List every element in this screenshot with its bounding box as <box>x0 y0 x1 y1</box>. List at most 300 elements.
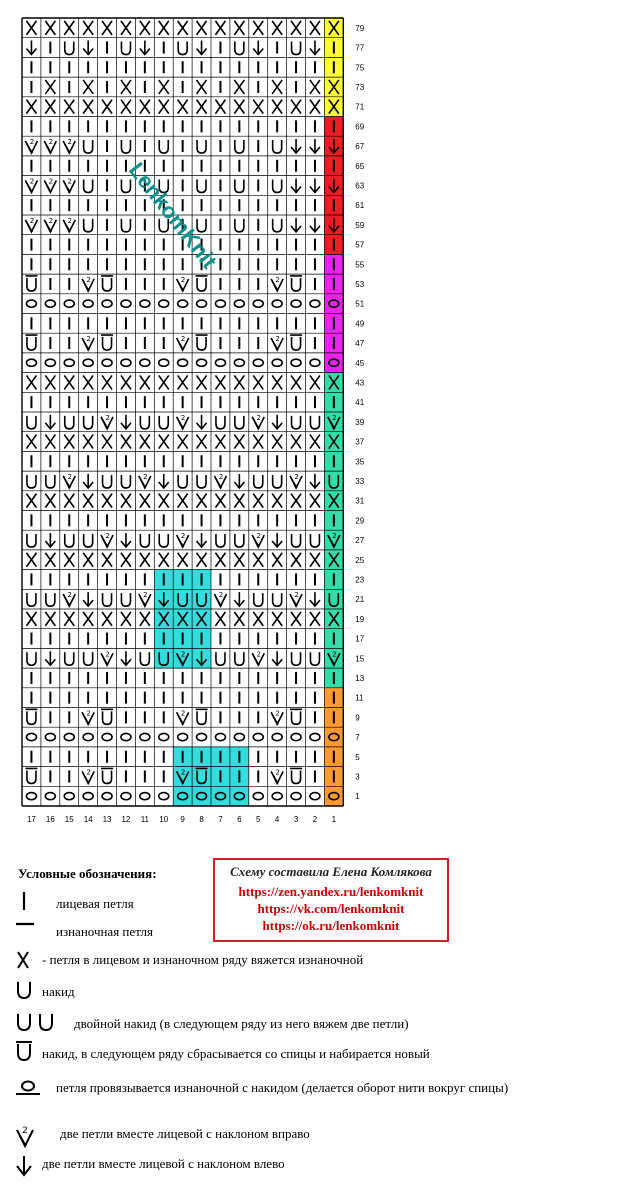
stitch-cell <box>252 414 264 429</box>
stitch-cell <box>83 435 93 449</box>
stitch-cell <box>291 733 301 740</box>
stitch-cell <box>83 793 93 800</box>
col-label: 17 <box>26 815 36 824</box>
stitch-cell <box>310 218 320 232</box>
row-label: 17 <box>355 634 365 644</box>
stitch-cell <box>102 435 112 449</box>
stitch-cell <box>273 140 282 153</box>
stitch-cell <box>159 375 169 389</box>
row-label: 23 <box>355 575 365 585</box>
stitch-cell <box>291 435 301 449</box>
stitch-cell <box>83 359 93 366</box>
stitch-cell <box>65 534 74 547</box>
stitch-cell <box>121 300 131 307</box>
stitch-cell <box>290 276 302 291</box>
row-label: 11 <box>355 693 364 703</box>
col-label: 12 <box>121 815 131 824</box>
stitch-cell <box>121 219 130 232</box>
stitch-cell <box>140 534 149 547</box>
stitch-cell <box>84 534 93 547</box>
col-label: 8 <box>199 815 204 824</box>
stitch-cell <box>26 375 36 389</box>
svg-text:2: 2 <box>180 413 186 422</box>
legend-text: накид <box>42 984 75 999</box>
stitch-cell <box>121 612 131 626</box>
stitch-cell <box>45 375 55 389</box>
stitch-cell <box>44 177 56 192</box>
col-label: 1 <box>331 815 337 824</box>
stitch-cell <box>83 612 93 626</box>
stitch-cell <box>140 416 149 429</box>
stitch-cell <box>253 435 263 449</box>
stitch-cell <box>45 100 55 114</box>
legend-item-purl <box>14 918 614 942</box>
stitch-cell <box>64 359 74 366</box>
stitch-cell <box>140 300 150 307</box>
credit-link-ok[interactable]: https://ok.ru/lenkomknit <box>262 918 400 933</box>
stitch-cell <box>63 217 75 232</box>
stitch-cell <box>234 733 244 740</box>
row-label: 3 <box>355 772 360 782</box>
stitch-cell <box>234 494 244 508</box>
row-label: 5 <box>355 752 360 762</box>
svg-text:2: 2 <box>48 138 54 147</box>
stitch-cell <box>235 179 244 192</box>
stitch-cell <box>178 475 187 488</box>
row-label: 71 <box>355 102 365 112</box>
stitch-cell <box>291 300 301 307</box>
stitch-cell <box>292 42 301 55</box>
stitch-cell <box>310 100 320 114</box>
stitch-cell <box>83 494 93 508</box>
stitch-cell <box>197 140 206 153</box>
col-label: 11 <box>140 815 150 824</box>
stitch-cell <box>64 612 74 626</box>
stitch-cell <box>121 375 131 389</box>
stitch-cell <box>253 41 263 55</box>
stitch-cell <box>271 276 283 291</box>
stitch-cell <box>215 733 225 740</box>
stitch-cell <box>26 21 36 35</box>
stitch-cell <box>159 793 169 800</box>
stitch-cell <box>178 42 187 55</box>
stitch-cell <box>197 179 206 192</box>
row-label: 43 <box>355 378 365 388</box>
stitch-cell <box>290 473 302 488</box>
stitch-cell <box>83 300 93 307</box>
row-label: 9 <box>355 713 360 723</box>
stitch-cell <box>178 21 188 35</box>
stitch-cell <box>64 375 74 389</box>
stitch-cell <box>139 591 151 606</box>
legend-text: лицевая петля <box>56 896 134 911</box>
stitch-cell <box>290 591 302 606</box>
watermark-logo: LenkomKnit <box>124 157 223 274</box>
stitch-cell <box>291 553 301 567</box>
row-label: 49 <box>355 319 365 329</box>
stitch-cell <box>27 652 36 665</box>
svg-text:2: 2 <box>180 650 186 659</box>
stitch-cell <box>83 100 93 114</box>
legend-title: Условные обозначения: <box>18 866 157 881</box>
stitch-cell <box>234 435 244 449</box>
stitch-cell <box>197 415 207 429</box>
stitch-cell <box>159 140 168 153</box>
stitch-cell <box>45 612 55 626</box>
stitch-cell <box>83 375 93 389</box>
stitch-cell <box>45 494 55 508</box>
stitch-cell <box>65 652 74 665</box>
stitch-cell <box>102 375 112 389</box>
stitch-cell <box>101 709 113 724</box>
stitch-cell <box>159 534 168 547</box>
credit-link-vk[interactable]: https://vk.com/lenkomknit <box>257 901 405 916</box>
stitch-cell <box>234 100 244 114</box>
stitch-cell <box>272 793 282 800</box>
svg-text:2: 2 <box>218 472 224 481</box>
svg-text:2: 2 <box>275 709 280 718</box>
svg-text:2: 2 <box>256 413 261 422</box>
stitch-cell <box>235 42 244 55</box>
stitch-cell <box>290 768 302 783</box>
stitch-cell <box>26 612 36 626</box>
row-label: 21 <box>355 595 365 605</box>
stitch-cell <box>26 41 36 55</box>
svg-text:2: 2 <box>294 472 299 481</box>
col-label: 5 <box>256 815 261 824</box>
col-label: 16 <box>45 815 55 824</box>
stitch-cell <box>235 219 244 232</box>
stitch-cell <box>26 359 36 366</box>
stitch-cell <box>290 335 302 350</box>
stitch-cell <box>159 300 169 307</box>
svg-text:2: 2 <box>86 768 91 777</box>
svg-text:2: 2 <box>332 532 337 541</box>
stitch-cell <box>252 650 264 665</box>
stitch-cell <box>234 375 244 389</box>
stitch-cell <box>140 41 150 55</box>
stitch-cell <box>234 553 244 567</box>
stitch-cell <box>121 140 130 153</box>
stitch-cell <box>84 219 93 232</box>
stitch-cell <box>254 593 263 606</box>
legend-item-obar <box>14 1078 614 1102</box>
row-label: 29 <box>355 516 365 526</box>
stitch-cell <box>197 475 206 488</box>
stitch-cell <box>234 612 244 626</box>
stitch-cell <box>178 300 188 307</box>
stitch-cell <box>84 140 93 153</box>
stitch-cell <box>121 179 130 192</box>
stitch-cell <box>310 793 320 800</box>
stitch-cell <box>159 553 169 567</box>
stitch-cell <box>310 375 320 389</box>
stitch-cell <box>292 652 301 665</box>
stitch-cell <box>121 793 131 800</box>
stitch-cell <box>272 21 282 35</box>
stitch-cell <box>27 534 36 547</box>
stitch-cell <box>26 553 36 567</box>
stitch-cell <box>27 416 36 429</box>
stitch-cell <box>235 416 244 429</box>
stitch-cell <box>272 553 282 567</box>
svg-text:2: 2 <box>105 413 110 422</box>
stitch-cell <box>310 41 320 55</box>
stitch-cell <box>215 100 225 114</box>
stitch-cell <box>197 375 207 389</box>
stitch-cell <box>234 21 244 35</box>
row-label: 41 <box>355 398 365 408</box>
svg-text:2: 2 <box>332 413 337 422</box>
stitch-cell <box>25 276 37 291</box>
stitch-cell <box>234 80 244 94</box>
legend-symbol-uu-icon <box>14 1010 64 1040</box>
row-label: 47 <box>355 339 365 349</box>
row-label: 25 <box>355 555 365 565</box>
legend-symbol-v2-icon <box>14 1124 64 1154</box>
stitch-cell <box>272 651 282 665</box>
stitch-cell <box>159 474 169 488</box>
stitch-cell <box>310 733 320 740</box>
stitch-cell <box>273 179 282 192</box>
stitch-cell <box>178 100 188 114</box>
stitch-cell <box>291 793 301 800</box>
stitch-cell <box>140 100 150 114</box>
stitch-cell <box>272 435 282 449</box>
stitch-cell <box>84 652 93 665</box>
stitch-cell <box>178 435 188 449</box>
col-label: 10 <box>159 815 169 824</box>
credit-link-zen[interactable]: https://zen.yandex.ru/lenkomknit <box>238 884 424 899</box>
legend-item-arrow <box>14 1154 614 1178</box>
stitch-cell <box>159 359 169 366</box>
stitch-cell <box>310 80 320 94</box>
stitch-cell <box>197 100 207 114</box>
svg-text:2: 2 <box>180 275 186 284</box>
stitch-cell <box>310 435 320 449</box>
col-label: 3 <box>293 815 299 824</box>
legend-item-u <box>14 978 614 1002</box>
row-label: 77 <box>355 43 365 53</box>
stitch-cell <box>159 100 169 114</box>
stitch-cell <box>102 21 112 35</box>
svg-text:2: 2 <box>180 335 186 344</box>
stitch-cell <box>159 435 169 449</box>
stitch-cell <box>215 359 225 366</box>
stitch-cell <box>139 473 151 488</box>
svg-text:2: 2 <box>256 650 261 659</box>
stitch-cell <box>197 494 207 508</box>
stitch-cell <box>84 179 93 192</box>
svg-text:2: 2 <box>48 216 54 225</box>
stitch-cell <box>216 652 225 665</box>
stitch-cell <box>235 140 244 153</box>
row-label: 55 <box>355 260 365 270</box>
stitch-cell <box>253 100 263 114</box>
stitch-cell <box>46 593 55 606</box>
stitch-cell <box>102 733 112 740</box>
stitch-cell <box>197 733 207 740</box>
stitch-cell <box>26 100 36 114</box>
stitch-cell <box>159 733 169 740</box>
stitch-cell <box>310 612 320 626</box>
stitch-cell <box>121 435 131 449</box>
stitch-cell <box>83 80 93 94</box>
stitch-cell <box>234 300 244 307</box>
svg-text:2: 2 <box>48 177 54 186</box>
stitch-cell <box>63 177 75 192</box>
stitch-cell <box>291 100 301 114</box>
legend-text: петля провязывается изнаночной с накидом (делается оборот нити вокруг спицы) <box>56 1080 509 1095</box>
stitch-cell <box>121 21 131 35</box>
stitch-cell <box>159 416 168 429</box>
stitch-cell <box>83 41 93 55</box>
stitch-cell <box>178 733 188 740</box>
svg-text:2: 2 <box>105 532 110 541</box>
stitch-cell <box>177 532 189 547</box>
stitch-cell <box>65 416 74 429</box>
stitch-cell <box>101 335 113 350</box>
stitch-cell <box>140 733 150 740</box>
stitch-cell <box>121 533 131 547</box>
stitch-cell <box>121 553 131 567</box>
row-label: 51 <box>355 299 365 309</box>
stitch-cell <box>26 435 36 449</box>
svg-text:2: 2 <box>180 768 186 777</box>
row-label: 53 <box>355 279 365 289</box>
stitch-cell <box>310 474 320 488</box>
stitch-cell <box>196 709 208 724</box>
col-label: 6 <box>237 815 242 824</box>
stitch-cell <box>82 276 94 291</box>
stitch-cell <box>292 416 301 429</box>
svg-text:2: 2 <box>86 335 91 344</box>
stitch-cell <box>83 474 93 488</box>
stitch-cell <box>102 793 112 800</box>
stitch-cell <box>215 375 225 389</box>
row-label: 39 <box>355 417 365 427</box>
stitch-cell <box>272 300 282 307</box>
stitch-cell <box>64 435 74 449</box>
stitch-cell <box>310 652 319 665</box>
stitch-cell <box>64 21 74 35</box>
stitch-cell <box>101 650 113 665</box>
stitch-cell <box>178 494 188 508</box>
row-label: 35 <box>355 457 365 467</box>
stitch-cell <box>272 100 282 114</box>
stitch-cell <box>272 733 282 740</box>
stitch-cell <box>101 414 113 429</box>
stitch-cell <box>101 532 113 547</box>
stitch-cell <box>45 415 55 429</box>
stitch-cell <box>197 80 207 94</box>
stitch-cell <box>64 733 74 740</box>
stitch-cell <box>83 592 93 606</box>
row-label: 37 <box>355 437 365 447</box>
stitch-cell <box>45 733 55 740</box>
stitch-cell <box>291 612 301 626</box>
stitch-cell <box>234 474 244 488</box>
stitch-cell <box>291 21 301 35</box>
stitch-cell <box>197 21 207 35</box>
stitch-cell <box>310 592 320 606</box>
row-label: 61 <box>355 201 365 211</box>
svg-text:2: 2 <box>29 138 35 147</box>
row-label: 59 <box>355 220 365 230</box>
row-label: 65 <box>355 161 365 171</box>
svg-text:2: 2 <box>29 177 35 186</box>
stitch-cell <box>83 553 93 567</box>
stitch-cell <box>253 359 263 366</box>
svg-text:2: 2 <box>180 709 186 718</box>
stitch-cell <box>84 416 93 429</box>
stitch-cell <box>253 793 263 800</box>
stitch-cell <box>121 100 131 114</box>
svg-text:2: 2 <box>294 591 299 600</box>
stitch-cell <box>215 553 225 567</box>
stitch-cell <box>234 359 244 366</box>
stitch-cell <box>45 300 55 307</box>
stitch-cell <box>254 475 263 488</box>
stitch-cell <box>197 300 207 307</box>
stitch-cell <box>310 178 320 192</box>
stitch-cell <box>101 276 113 291</box>
stitch-cell <box>273 593 282 606</box>
stitch-cell <box>103 593 112 606</box>
stitch-cell <box>121 42 130 55</box>
stitch-cell <box>215 435 225 449</box>
row-label: 7 <box>355 733 360 743</box>
stitch-cell <box>26 494 36 508</box>
stitch-cell <box>25 709 37 724</box>
stitch-cell <box>159 80 169 94</box>
stitch-cell <box>178 375 188 389</box>
stitch-cell <box>140 612 150 626</box>
svg-text:2: 2 <box>105 650 110 659</box>
stitch-cell <box>177 414 189 429</box>
col-label: 13 <box>102 815 112 824</box>
stitch-cell <box>45 533 55 547</box>
svg-text:2: 2 <box>86 275 91 284</box>
stitch-cell <box>83 21 93 35</box>
stitch-cell <box>196 276 208 291</box>
stitch-cell <box>272 375 282 389</box>
stitch-cell <box>310 359 320 366</box>
stitch-cell <box>82 768 94 783</box>
stitch-cell <box>197 435 207 449</box>
stitch-cell <box>26 300 36 307</box>
row-label: 19 <box>355 614 365 624</box>
stitch-cell <box>140 793 150 800</box>
stitch-cell <box>291 178 301 192</box>
svg-text:2: 2 <box>67 138 72 147</box>
col-label: 9 <box>180 815 185 824</box>
credit-author: Схему составила Елена Комлякова <box>230 864 432 879</box>
stitch-cell <box>235 534 244 547</box>
stitch-cell <box>271 709 283 724</box>
stitch-cell <box>44 217 56 232</box>
stitch-cell <box>121 494 131 508</box>
stitch-cell <box>253 494 263 508</box>
stitch-cell <box>44 138 56 153</box>
stitch-cell <box>45 651 55 665</box>
stitch-cell <box>216 534 225 547</box>
svg-text:2: 2 <box>275 768 280 777</box>
stitch-cell <box>292 534 301 547</box>
svg-text:2: 2 <box>29 216 35 225</box>
stitch-cell <box>272 359 282 366</box>
stitch-cell <box>253 612 263 626</box>
